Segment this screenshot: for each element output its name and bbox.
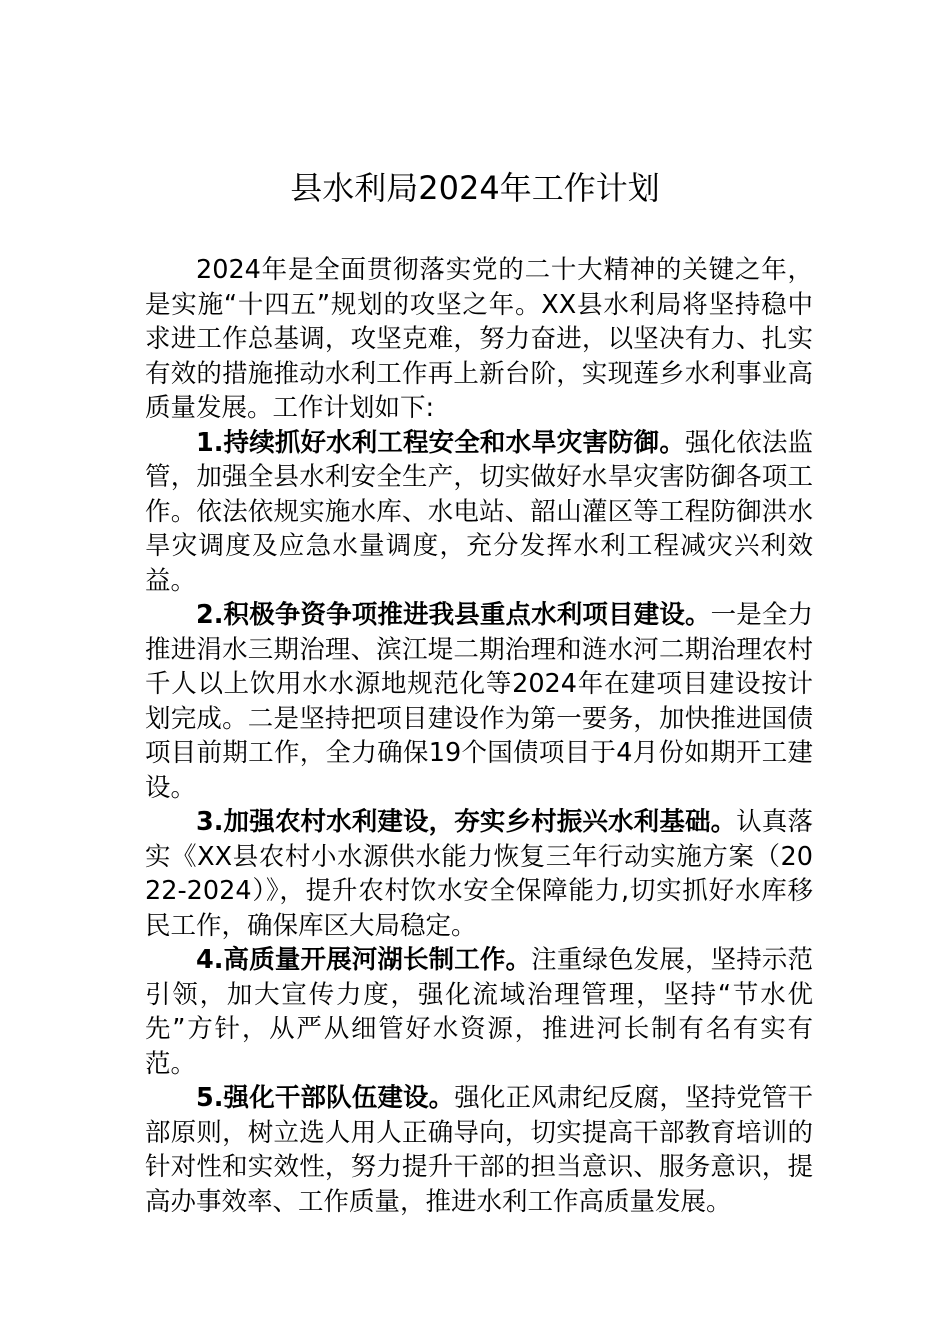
document-title: 县水利局2024年工作计划 xyxy=(290,169,660,207)
plan-item-4 xyxy=(145,943,813,1081)
plan-item-4-text: 注重绿色发展，坚持示范引领，加大宣传力度，强化流域治理管理，坚持“节水优先”方针，从严从细管好水资源，推进河长制有名有实有范。 xyxy=(145,945,813,1079)
plan-item-1-heading: 1.持续抓好水利工程安全和水旱灾害防御。 xyxy=(196,427,685,458)
plan-item-3-heading: 3.加强农村水利建设，夯实乡村振兴水利基础。 xyxy=(196,807,737,837)
plan-item-2-text: 一是全力推进涓水三期治理、滨江堤二期治理和涟水河二期治理农村千人以上饮用水水源地规范化等2024年在建项目建设按计划完成。二是坚持把项目建设作为第一要务，加快推进国债项目前期工作，全力确保19个国债项目于4月份如期开工建设。 xyxy=(145,600,813,803)
plan-item-3-text: 认真落实《XX县农村小水源供水能力恢复三年行动实施方案（2022-2024）》，提升农村饮水安全保障能力,切实抓好水库移民工作，确保库区大局稳定。 xyxy=(145,807,813,941)
plan-item-5 xyxy=(145,1081,813,1219)
document-body xyxy=(145,253,813,1219)
plan-item-1-text: 强化依法监管，加强全县水利安全生产，切实做好水旱灾害防御各项工作。依法依规实施水库、水电站、韶山灌区等工程防御洪水旱灾调度及应急水量调度，充分发挥水利工程减灾兴利效益。 xyxy=(145,427,813,596)
plan-item-5-text: 强化正风肃纪反腐，坚持党管干部原则，树立选人用人正确导向，切实提高干部教育培训的针对性和实效性，努力提升干部的担当意识、服务意识，提高办事效率、工作质量，推进水利工作高质量发展。 xyxy=(145,1083,813,1217)
plan-item-2 xyxy=(145,598,813,805)
plan-item-2-heading: 2.积极争资争项推进我县重点水利项目建设。 xyxy=(196,600,711,630)
plan-item-1 xyxy=(145,426,813,599)
plan-item-4-heading: 4.高质量开展河湖长制工作。 xyxy=(196,945,532,975)
intro-paragraph: 2024年是全面贯彻落实党的二十大精神的关键之年，是实施“十四五”规划的攻坚之年。XX县水利局将坚持稳中求进工作总基调，攻坚克难，努力奋进，以坚决有力、扎实有效的措施推动水利工作再上新台阶，实现莲乡水利事业高质量发展。工作计划如下: xyxy=(145,255,813,423)
plan-item-5-heading: 5.强化干部队伍建设。 xyxy=(196,1083,455,1113)
plan-item-3 xyxy=(145,805,813,943)
